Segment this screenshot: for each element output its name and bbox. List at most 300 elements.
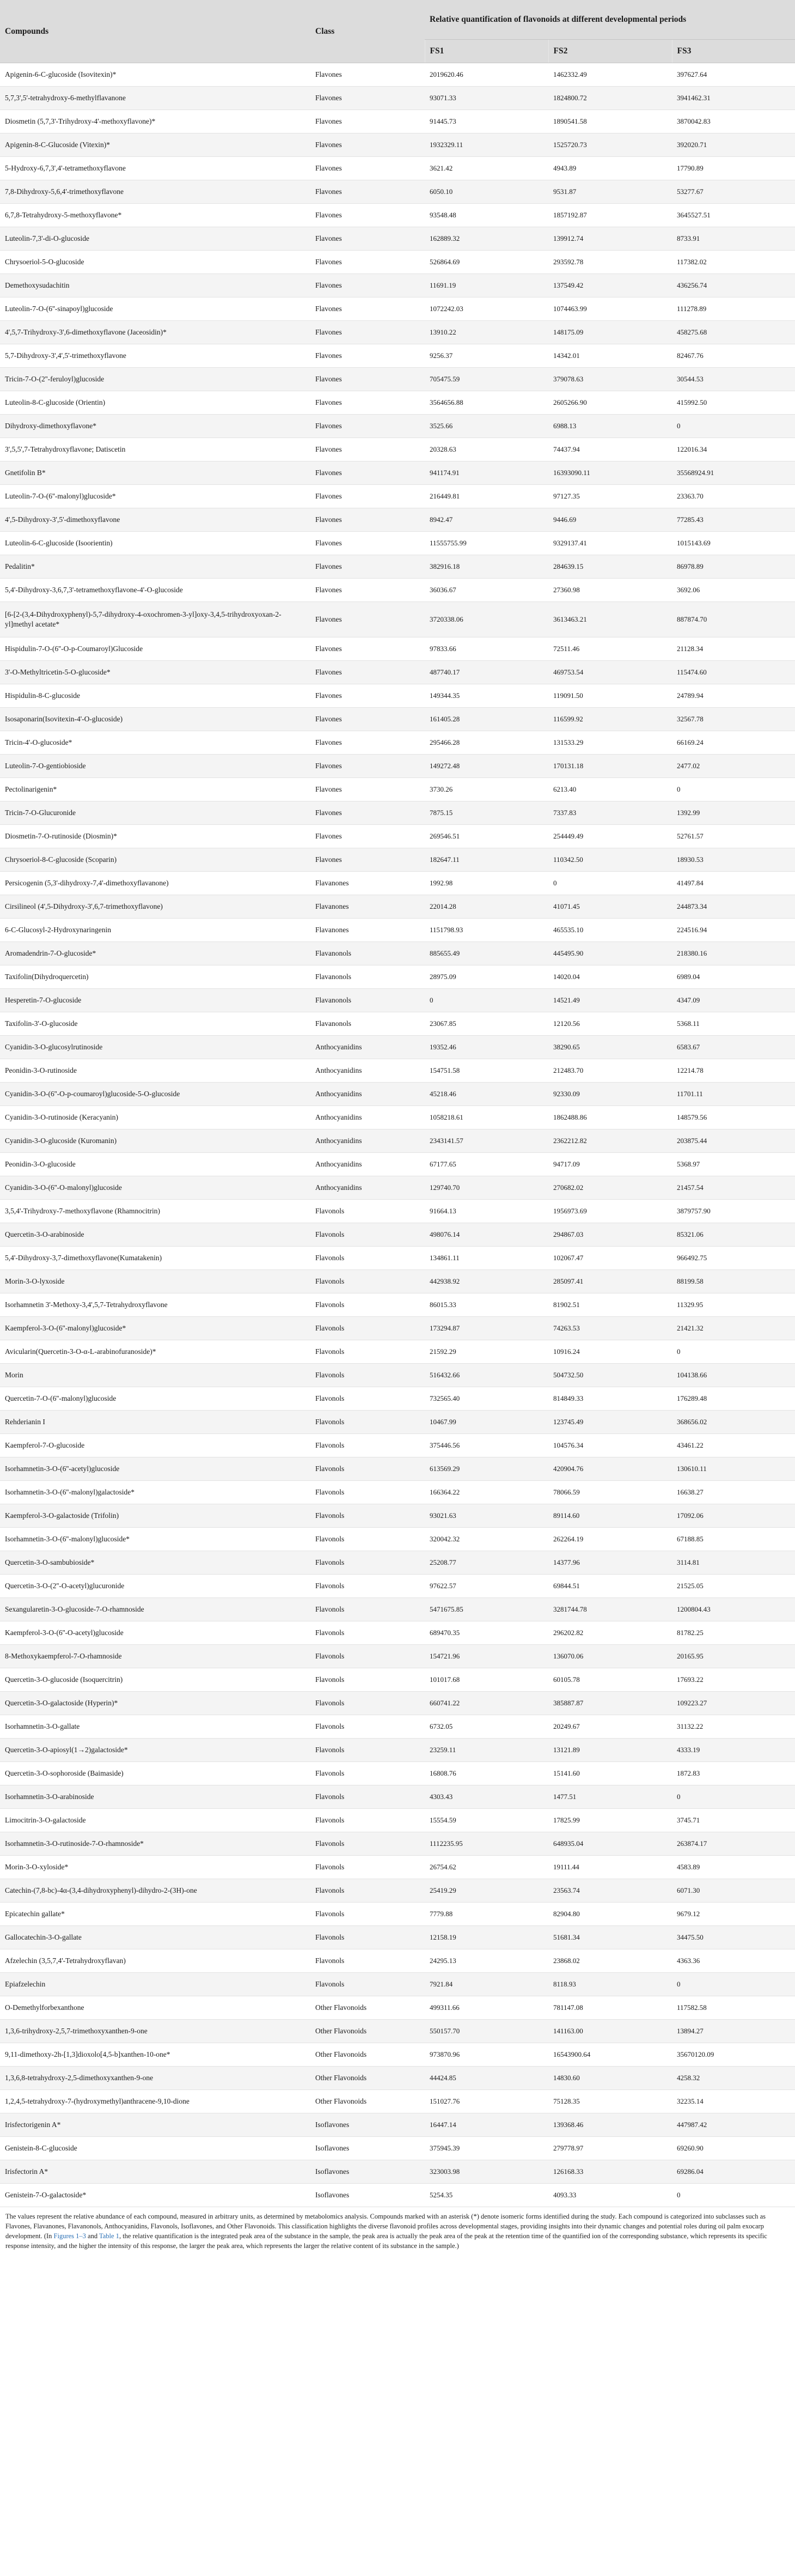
compound-cell: 7,8-Dihydroxy-5,6,4'-trimethoxyflavone <box>0 180 310 204</box>
fs3-cell: 41497.84 <box>672 872 795 895</box>
fs1-cell: 3720338.06 <box>425 602 548 637</box>
fs2-cell: 1956973.69 <box>548 1200 672 1223</box>
fs3-cell: 0 <box>672 1785 795 1809</box>
class-cell: Flavonols <box>310 1293 425 1317</box>
fs3-cell: 5368.97 <box>672 1153 795 1176</box>
fs2-cell: 814849.33 <box>548 1387 672 1411</box>
compound-cell: Isorhamnetin-3-O-(6''-malonyl)glucoside* <box>0 1528 310 1551</box>
compound-cell: Dihydroxy-dimethoxyflavone* <box>0 415 310 438</box>
class-cell: Flavonols <box>310 1785 425 1809</box>
compound-cell: Quercetin-3-O-sophoroside (Baimaside) <box>0 1762 310 1785</box>
fs1-cell: 149344.35 <box>425 684 548 708</box>
class-cell: Flavonols <box>310 1645 425 1668</box>
table-row <box>0 895 795 919</box>
compound-cell: Quercetin-3-O-(2''-O-acetyl)glucuronide <box>0 1575 310 1598</box>
fs3-cell: 109223.27 <box>672 1692 795 1715</box>
table-row <box>0 661 795 684</box>
fs1-cell: 7875.15 <box>425 801 548 825</box>
class-cell: Flavonols <box>310 1317 425 1340</box>
fs2-cell: 1477.51 <box>548 1785 672 1809</box>
fs2-cell: 16393090.11 <box>548 461 672 485</box>
fs2-cell: 279778.97 <box>548 2137 672 2160</box>
compound-cell: Afzelechin (3,5,7,4'-Tetrahydroxyflavan) <box>0 1949 310 1973</box>
table-row <box>0 2137 795 2160</box>
table-row <box>0 872 795 895</box>
fs3-cell: 23363.70 <box>672 485 795 508</box>
fs1-cell: 498076.14 <box>425 1223 548 1247</box>
fs2-cell: 15141.60 <box>548 1762 672 1785</box>
class-cell: Flavanonols <box>310 1012 425 1036</box>
fs2-cell: 13121.89 <box>548 1739 672 1762</box>
table-row <box>0 2160 795 2184</box>
header-relative-quantification: Relative quantification of flavonoids at different developmental periods <box>425 0 795 40</box>
table-row <box>0 297 795 321</box>
fs1-cell: 320042.32 <box>425 1528 548 1551</box>
compound-cell: 9,11-dimethoxy-2h-[1,3]dioxolo[4,5-b]xanthen-10-one* <box>0 2043 310 2067</box>
fs2-cell: 10916.24 <box>548 1340 672 1364</box>
fs3-cell: 1872.83 <box>672 1762 795 1785</box>
compound-cell: Hispidulin-7-O-(6''-O-p-Coumaroyl)Glucoside <box>0 637 310 661</box>
fs3-cell: 6583.67 <box>672 1036 795 1059</box>
fs3-cell: 1200804.43 <box>672 1598 795 1621</box>
fs1-cell: 3730.26 <box>425 778 548 801</box>
fs1-cell: 6732.05 <box>425 1715 548 1739</box>
compound-cell: Gallocatechin-3-O-gallate <box>0 1926 310 1949</box>
table-row <box>0 579 795 602</box>
fs2-cell: 119091.50 <box>548 684 672 708</box>
fs1-cell: 11555755.99 <box>425 532 548 555</box>
fs3-cell: 86978.89 <box>672 555 795 579</box>
fs2-cell: 41071.45 <box>548 895 672 919</box>
fs3-cell: 263874.17 <box>672 1832 795 1856</box>
compound-cell: Kaempferol-7-O-glucoside <box>0 1434 310 1457</box>
fs3-cell: 115474.60 <box>672 661 795 684</box>
class-cell: Flavonols <box>310 1809 425 1832</box>
compound-cell: Diosmetin (5,7,3'-Trihydroxy-4'-methoxyflavone)* <box>0 110 310 133</box>
fs3-cell: 0 <box>672 2184 795 2207</box>
compound-cell: Peonidin-3-O-rutinoside <box>0 1059 310 1083</box>
fs2-cell: 75128.35 <box>548 2090 672 2113</box>
fs1-cell: 93548.48 <box>425 204 548 227</box>
table-row <box>0 1926 795 1949</box>
class-cell: Flavones <box>310 731 425 755</box>
fs3-cell: 4347.09 <box>672 989 795 1012</box>
fs2-cell: 212483.70 <box>548 1059 672 1083</box>
compound-cell: Persicogenin (5,3'-dihydroxy-7,4'-dimethoxyflavanone) <box>0 872 310 895</box>
class-cell: Flavones <box>310 368 425 391</box>
header-fs3: FS3 <box>672 40 795 63</box>
table-row <box>0 1621 795 1645</box>
table-row <box>0 87 795 110</box>
fs2-cell: 110342.50 <box>548 848 672 872</box>
class-cell: Flavones <box>310 755 425 778</box>
header-fs2: FS2 <box>548 40 672 63</box>
fs1-cell: 10467.99 <box>425 1411 548 1434</box>
table-row <box>0 1176 795 1200</box>
table-row <box>0 1715 795 1739</box>
fs3-cell: 3645527.51 <box>672 204 795 227</box>
fs2-cell: 1862488.86 <box>548 1106 672 1129</box>
class-cell: Flavones <box>310 321 425 344</box>
table-row <box>0 637 795 661</box>
fs1-cell: 173294.87 <box>425 1317 548 1340</box>
fs1-cell: 25208.77 <box>425 1551 548 1575</box>
class-cell: Flavones <box>310 848 425 872</box>
table-link[interactable]: Table 1 <box>99 2232 119 2240</box>
class-cell: Flavonols <box>310 1739 425 1762</box>
fs2-cell: 3613463.21 <box>548 602 672 637</box>
class-cell: Other Flavonoids <box>310 2090 425 2113</box>
fs3-cell: 9679.12 <box>672 1903 795 1926</box>
fs2-cell: 123745.49 <box>548 1411 672 1434</box>
fs3-cell: 3879757.90 <box>672 1200 795 1223</box>
table-row <box>0 1387 795 1411</box>
table-row <box>0 2090 795 2113</box>
fs2-cell: 1857192.87 <box>548 204 672 227</box>
fs1-cell: 86015.33 <box>425 1293 548 1317</box>
fs1-cell: 67177.65 <box>425 1153 548 1176</box>
fs2-cell: 27360.98 <box>548 579 672 602</box>
fs2-cell: 72511.46 <box>548 637 672 661</box>
compound-cell: Pedalitin* <box>0 555 310 579</box>
compound-cell: Cyanidin-3-O-(6''-O-malonyl)glucoside <box>0 1176 310 1200</box>
table-row <box>0 1083 795 1106</box>
fs3-cell: 3114.81 <box>672 1551 795 1575</box>
compound-cell: Isorhamnetin-3-O-rutinoside-7-O-rhamnoside* <box>0 1832 310 1856</box>
class-cell: Isoflavones <box>310 2137 425 2160</box>
table-row <box>0 1598 795 1621</box>
class-cell: Flavanones <box>310 872 425 895</box>
compound-cell: 1,3,6-trihydroxy-2,5,7-trimethoxyxanthen-9-one <box>0 2020 310 2043</box>
table-row <box>0 485 795 508</box>
fs3-cell: 20165.95 <box>672 1645 795 1668</box>
fs1-cell: 20328.63 <box>425 438 548 461</box>
fs3-cell: 32235.14 <box>672 2090 795 2113</box>
fs3-cell: 111278.89 <box>672 297 795 321</box>
compound-cell: Avicularin(Quercetin-3-O-α-L-arabinofuranoside)* <box>0 1340 310 1364</box>
class-cell: Flavones <box>310 415 425 438</box>
compound-cell: 6-C-Glucosyl-2-Hydroxynaringenin <box>0 919 310 942</box>
class-cell: Anthocyanidins <box>310 1176 425 1200</box>
compound-cell: 8-Methoxykaempferol-7-O-rhamnoside <box>0 1645 310 1668</box>
fs2-cell: 1824800.72 <box>548 87 672 110</box>
fs1-cell: 516432.66 <box>425 1364 548 1387</box>
compound-cell: Tricin-4'-O-glucoside* <box>0 731 310 755</box>
class-cell: Flavonols <box>310 1926 425 1949</box>
fs3-cell: 0 <box>672 415 795 438</box>
compound-cell: Rehderianin I <box>0 1411 310 1434</box>
fs1-cell: 973870.96 <box>425 2043 548 2067</box>
table-row <box>0 2184 795 2207</box>
fs1-cell: 91445.73 <box>425 110 548 133</box>
fs2-cell: 781147.08 <box>548 1996 672 2020</box>
fs3-cell: 447987.42 <box>672 2113 795 2137</box>
fs3-cell: 415992.50 <box>672 391 795 415</box>
fs3-cell: 368656.02 <box>672 1411 795 1434</box>
table-row <box>0 204 795 227</box>
class-cell: Flavonols <box>310 1832 425 1856</box>
class-cell: Flavones <box>310 637 425 661</box>
table-body <box>0 63 795 2207</box>
fs1-cell: 1058218.61 <box>425 1106 548 1129</box>
fs3-cell: 117582.58 <box>672 1996 795 2020</box>
class-cell: Other Flavonoids <box>310 2043 425 2067</box>
compound-cell: Luteolin-8-C-glucoside (Orientin) <box>0 391 310 415</box>
fs1-cell: 97833.66 <box>425 637 548 661</box>
class-cell: Flavonols <box>310 1481 425 1504</box>
fs2-cell: 465535.10 <box>548 919 672 942</box>
table-row <box>0 180 795 204</box>
fs1-cell: 1932329.11 <box>425 133 548 157</box>
fs2-cell: 89114.60 <box>548 1504 672 1528</box>
table-row <box>0 157 795 180</box>
fs1-cell: 166364.22 <box>425 1481 548 1504</box>
fs3-cell: 130610.11 <box>672 1457 795 1481</box>
fs3-cell: 887874.70 <box>672 602 795 637</box>
compound-cell: Quercetin-7-O-(6''-malonyl)glucoside <box>0 1387 310 1411</box>
fs2-cell: 445495.90 <box>548 942 672 965</box>
fs1-cell: 550157.70 <box>425 2020 548 2043</box>
fs2-cell: 23563.74 <box>548 1879 672 1903</box>
table-row <box>0 2043 795 2067</box>
table-row <box>0 1153 795 1176</box>
fs1-cell: 36036.67 <box>425 579 548 602</box>
fs2-cell: 74437.94 <box>548 438 672 461</box>
table-footnote <box>0 2207 795 2257</box>
fs2-cell: 7337.83 <box>548 801 672 825</box>
table-row <box>0 1247 795 1270</box>
fs2-cell: 14342.01 <box>548 344 672 368</box>
table-row <box>0 1411 795 1434</box>
table-row <box>0 989 795 1012</box>
class-cell: Flavonols <box>310 1457 425 1481</box>
fs3-cell: 31132.22 <box>672 1715 795 1739</box>
fs1-cell: 660741.22 <box>425 1692 548 1715</box>
class-cell: Flavones <box>310 485 425 508</box>
table-row <box>0 344 795 368</box>
fs2-cell: 262264.19 <box>548 1528 672 1551</box>
class-cell: Flavonols <box>310 1973 425 1996</box>
fs3-cell: 18930.53 <box>672 848 795 872</box>
fs1-cell: 91664.13 <box>425 1200 548 1223</box>
class-cell: Flavones <box>310 825 425 848</box>
table-row <box>0 1996 795 2020</box>
compound-cell: Morin <box>0 1364 310 1387</box>
class-cell: Flavonols <box>310 1762 425 1785</box>
fs3-cell: 53277.67 <box>672 180 795 204</box>
fs3-cell: 4258.32 <box>672 2067 795 2090</box>
compound-cell: Gnetifolin B* <box>0 461 310 485</box>
fs2-cell: 296202.82 <box>548 1621 672 1645</box>
fs2-cell: 9329137.41 <box>548 532 672 555</box>
fs3-cell: 458275.68 <box>672 321 795 344</box>
class-cell: Flavonols <box>310 1879 425 1903</box>
class-cell: Flavanonols <box>310 965 425 989</box>
fs2-cell: 97127.35 <box>548 485 672 508</box>
class-cell: Flavones <box>310 602 425 637</box>
class-cell: Anthocyanidins <box>310 1129 425 1153</box>
fs1-cell: 442938.92 <box>425 1270 548 1293</box>
class-cell: Flavonols <box>310 1411 425 1434</box>
compound-cell: 5-Hydroxy-6,7,3',4'-tetramethoxyflavone <box>0 157 310 180</box>
fs3-cell: 0 <box>672 1340 795 1364</box>
class-cell: Flavonols <box>310 1621 425 1645</box>
fs2-cell: 92330.09 <box>548 1083 672 1106</box>
fs3-cell: 21457.54 <box>672 1176 795 1200</box>
fs2-cell: 2605266.90 <box>548 391 672 415</box>
fs3-cell: 21421.32 <box>672 1317 795 1340</box>
compound-cell: 3',5,5',7-Tetrahydroxyflavone; Datiscetin <box>0 438 310 461</box>
fs2-cell: 19111.44 <box>548 1856 672 1879</box>
fs1-cell: 323003.98 <box>425 2160 548 2184</box>
fs3-cell: 1015143.69 <box>672 532 795 555</box>
fs1-cell: 382916.18 <box>425 555 548 579</box>
fs3-cell: 6071.30 <box>672 1879 795 1903</box>
fs3-cell: 11701.11 <box>672 1083 795 1106</box>
class-cell: Flavones <box>310 227 425 251</box>
fs1-cell: 13910.22 <box>425 321 548 344</box>
fs2-cell: 170131.18 <box>548 755 672 778</box>
fs3-cell: 436256.74 <box>672 274 795 297</box>
class-cell: Isoflavones <box>310 2184 425 2207</box>
fs2-cell: 23868.02 <box>548 1949 672 1973</box>
fs3-cell: 17693.22 <box>672 1668 795 1692</box>
class-cell: Flavones <box>310 801 425 825</box>
fs2-cell: 14377.96 <box>548 1551 672 1575</box>
class-cell: Flavonols <box>310 1551 425 1575</box>
fs2-cell: 139912.74 <box>548 227 672 251</box>
compound-cell: Catechin-(7,8-bc)-4α-(3,4-dihydroxyphenyl)-dihydro-2-(3H)-one <box>0 1879 310 1903</box>
table-row <box>0 461 795 485</box>
compound-cell: Luteolin-7,3'-di-O-glucoside <box>0 227 310 251</box>
fs2-cell: 9446.69 <box>548 508 672 532</box>
figures-link[interactable]: Figures 1–3 <box>53 2232 86 2240</box>
table-row <box>0 1762 795 1785</box>
table-row <box>0 368 795 391</box>
table-row <box>0 1973 795 1996</box>
table-row <box>0 708 795 731</box>
class-cell: Flavones <box>310 661 425 684</box>
class-cell: Isoflavones <box>310 2113 425 2137</box>
compound-cell: Genistein-8-C-glucoside <box>0 2137 310 2160</box>
fs2-cell: 74263.53 <box>548 1317 672 1340</box>
fs2-cell: 285097.41 <box>548 1270 672 1293</box>
class-cell: Flavonols <box>310 1434 425 1457</box>
fs2-cell: 82904.80 <box>548 1903 672 1926</box>
fs3-cell: 122016.34 <box>672 438 795 461</box>
compound-cell: Limocitrin-3-O-galactoside <box>0 1809 310 1832</box>
table-row <box>0 684 795 708</box>
fs3-cell: 176289.48 <box>672 1387 795 1411</box>
table-row <box>0 1481 795 1504</box>
class-cell: Flavonols <box>310 1903 425 1926</box>
table-row <box>0 110 795 133</box>
fs2-cell: 20249.67 <box>548 1715 672 1739</box>
compound-cell: Hispidulin-8-C-glucoside <box>0 684 310 708</box>
table-row <box>0 274 795 297</box>
class-cell: Flavonols <box>310 1504 425 1528</box>
fs3-cell: 8733.91 <box>672 227 795 251</box>
compound-cell: Morin-3-O-lyxoside <box>0 1270 310 1293</box>
table-row <box>0 2113 795 2137</box>
fs1-cell: 689470.35 <box>425 1621 548 1645</box>
fs1-cell: 19352.46 <box>425 1036 548 1059</box>
fs2-cell: 102067.47 <box>548 1247 672 1270</box>
fs1-cell: 154721.96 <box>425 1645 548 1668</box>
fs3-cell: 35670120.09 <box>672 2043 795 2067</box>
fs3-cell: 85321.06 <box>672 1223 795 1247</box>
fs1-cell: 1151798.93 <box>425 919 548 942</box>
class-cell: Flavones <box>310 133 425 157</box>
table-row <box>0 825 795 848</box>
fs1-cell: 3621.42 <box>425 157 548 180</box>
class-cell: Flavones <box>310 684 425 708</box>
compound-cell: Kaempferol-3-O-(6''-O-acetyl)glucoside <box>0 1621 310 1645</box>
table-row <box>0 1340 795 1364</box>
fs1-cell: 16447.14 <box>425 2113 548 2137</box>
fs2-cell: 469753.54 <box>548 661 672 684</box>
fs3-cell: 4333.19 <box>672 1739 795 1762</box>
table-row <box>0 1012 795 1036</box>
table-row <box>0 1106 795 1129</box>
table-row <box>0 1317 795 1340</box>
table-row <box>0 1668 795 1692</box>
table-row <box>0 1270 795 1293</box>
fs1-cell: 151027.76 <box>425 2090 548 2113</box>
compound-cell: 5,7-Dihydroxy-3',4',5'-trimethoxyflavone <box>0 344 310 368</box>
fs1-cell: 44424.85 <box>425 2067 548 2090</box>
fs1-cell: 2019620.46 <box>425 63 548 87</box>
fs3-cell: 4363.36 <box>672 1949 795 1973</box>
table-row <box>0 1575 795 1598</box>
class-cell: Flavonols <box>310 1856 425 1879</box>
fs3-cell: 5368.11 <box>672 1012 795 1036</box>
table-row <box>0 227 795 251</box>
fs1-cell: 23067.85 <box>425 1012 548 1036</box>
fs1-cell: 1992.98 <box>425 872 548 895</box>
fs2-cell: 293592.78 <box>548 251 672 274</box>
compound-cell: Tricin-7-O-(2''-feruloyl)glucoside <box>0 368 310 391</box>
fs1-cell: 45218.46 <box>425 1083 548 1106</box>
class-cell: Flavonols <box>310 1949 425 1973</box>
table-row <box>0 1903 795 1926</box>
table-row <box>0 919 795 942</box>
fs1-cell: 216449.81 <box>425 485 548 508</box>
fs3-cell: 69260.90 <box>672 2137 795 2160</box>
fs1-cell: 25419.29 <box>425 1879 548 1903</box>
table-row <box>0 1645 795 1668</box>
fs3-cell: 17790.89 <box>672 157 795 180</box>
fs3-cell: 16638.27 <box>672 1481 795 1504</box>
compound-cell: Diosmetin-7-O-rutinoside (Diosmin)* <box>0 825 310 848</box>
class-cell: Flavones <box>310 532 425 555</box>
compound-cell: Luteolin-7-O-(6''-malonyl)glucoside* <box>0 485 310 508</box>
compound-cell: Quercetin-3-O-arabinoside <box>0 1223 310 1247</box>
fs3-cell: 17092.06 <box>672 1504 795 1528</box>
fs3-cell: 1392.99 <box>672 801 795 825</box>
class-cell: Flavonols <box>310 1340 425 1364</box>
table-row <box>0 321 795 344</box>
class-cell: Flavonols <box>310 1364 425 1387</box>
fs1-cell: 154751.58 <box>425 1059 548 1083</box>
table-row <box>0 1059 795 1083</box>
compound-cell: O-Demethylforbexanthone <box>0 1996 310 2020</box>
table-row <box>0 1949 795 1973</box>
table-row <box>0 1809 795 1832</box>
class-cell: Anthocyanidins <box>310 1036 425 1059</box>
table-row <box>0 1129 795 1153</box>
fs2-cell: 1462332.49 <box>548 63 672 87</box>
